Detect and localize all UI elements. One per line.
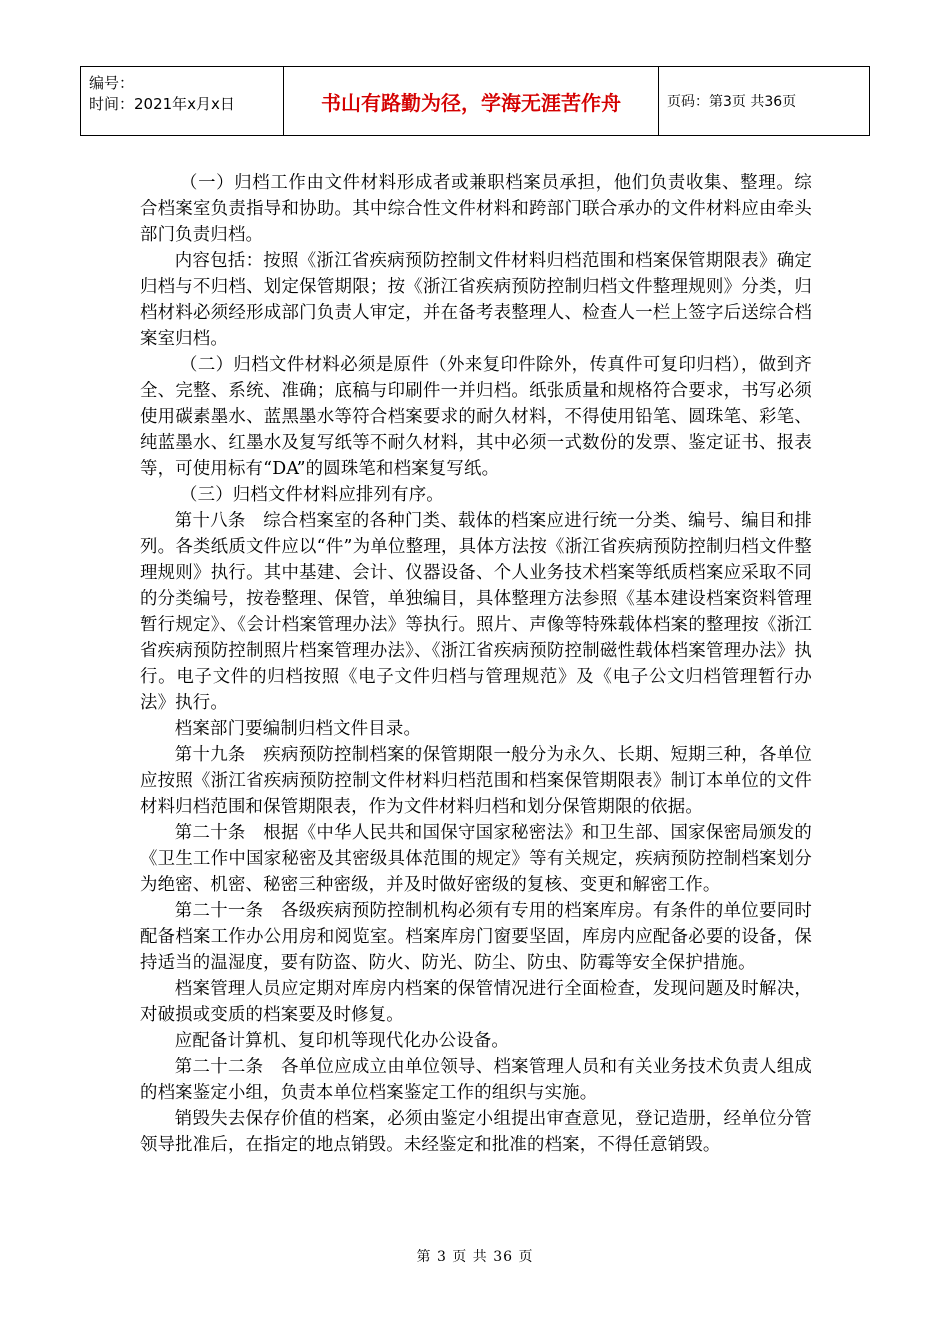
paragraph: 应配备计算机、复印机等现代化办公设备。: [174, 1031, 510, 1051]
article-paragraph: 第十八条 综合档案室的各种门类、载体的档案应进行统一分类、编号、编目和排列。各类纸质文件应以“件”为单位整理，具体方法按《浙江省疾病预防控制归档文件整理规则》执行。其中基建、会计、仪器设备、个人业务技术档案等纸质档案应采取不同的分类编号，按卷整理、保管，单独编目，具体整理方法参照《基本建设档案资料管理暂行规定》、《会计档案管理办法》等执行。照片、声像等特殊载体档案的整理按《浙江省疾病预防控制照片档案管理办法》、《浙江省疾病预防控制磁性载体档案管理办法》执行。电子文件的归档按照《电子文件归档与管理规范》及《电子公文归档管理暂行办法》执行。: [140, 511, 812, 713]
page-footer: [0, 1246, 950, 1266]
page-header: [80, 66, 870, 136]
article-paragraph: 第二十二条 各单位应成立由单位领导、档案管理人员和有关业务技术负责人组成的档案鉴定小组，负责本单位档案鉴定工作的组织与实施。: [140, 1057, 812, 1103]
document-number-label: 编号：: [89, 74, 135, 92]
document-body: [140, 170, 812, 1158]
article-paragraph: 第二十条 根据《中华人民共和国保守国家秘密法》和卫生部、国家保密局颁发的《卫生工作中国家秘密及其密级具体范围的规定》等有关规定，疾病预防控制档案划分为绝密、机密、秘密三种密级，并及时做好密级的复核、变更和解密工作。: [140, 823, 812, 895]
paragraph: 销毁失去保存价值的档案，必须由鉴定小组提出审查意见，登记造册，经单位分管领导批准后，在指定的地点销毁。未经鉴定和批准的档案，不得任意销毁。: [140, 1109, 812, 1155]
footer-page-number: 第 3 页 共 36 页: [416, 1249, 534, 1265]
paragraph: （一）归档工作由文件材料形成者或兼职档案员承担，他们负责收集、整理。综合档案室负责指导和协助。其中综合性文件材料和跨部门联合承办的文件材料应由牵头部门负责归档。: [140, 173, 812, 245]
paragraph: 档案管理人员应定期对库房内档案的保管情况进行全面检查，发现问题及时解决，对破损或变质的档案要及时修复。: [140, 979, 812, 1025]
paragraph: 内容包括：按照《浙江省疾病预防控制文件材料归档范围和档案保管期限表》确定归档与不归档、划定保管期限；按《浙江省疾病预防控制归档文件整理规则》分类，归档材料必须经形成部门负责人审定，并在备考表整理人、检查人一栏上签字后送综合档案室归档。: [140, 251, 812, 349]
header-motto: 书山有路勤为径，学海无涯苦作舟: [284, 67, 659, 135]
paragraph: 档案部门要编制归档文件目录。: [174, 719, 422, 739]
paragraph: （三）归档文件材料应排列有序。: [180, 485, 444, 505]
header-meta: [81, 67, 284, 135]
paragraph: （二）归档文件材料必须是原件（外来复印件除外，传真件可复印归档），做到齐全、完整、系统、准确；底稿与印刷件一并归档。纸张质量和规格符合要求，书写必须使用碳素墨水、蓝黑墨水等符合档案要求的耐久材料，不得使用铅笔、圆珠笔、彩笔、纯蓝墨水、红墨水及复写纸等不耐久材料，其中必须一式数份的发票、鉴定证书、报表等，可使用标有“DA”的圆珠笔和档案复写纸。: [140, 355, 812, 479]
document-time-label: 时间：2021年x月x日: [89, 95, 235, 113]
article-paragraph: 第十九条 疾病预防控制档案的保管期限一般分为永久、长期、短期三种，各单位应按照《浙江省疾病预防控制文件材料归档范围和档案保管期限表》制订本单位的文件材料归档范围和保管期限表，作为文件材料归档和划分保管期限的依据。: [140, 745, 812, 817]
article-paragraph: 第二十一条 各级疾病预防控制机构必须有专用的档案库房。有条件的单位要同时配备档案工作办公用房和阅览室。档案库房门窗要坚固，库房内应配备必要的设备，保持适当的温湿度，要有防盗、防火、防光、防尘、防虫、防霉等安全保护措施。: [140, 901, 812, 973]
header-page-label: 页码：第3页 共36页: [667, 94, 797, 110]
